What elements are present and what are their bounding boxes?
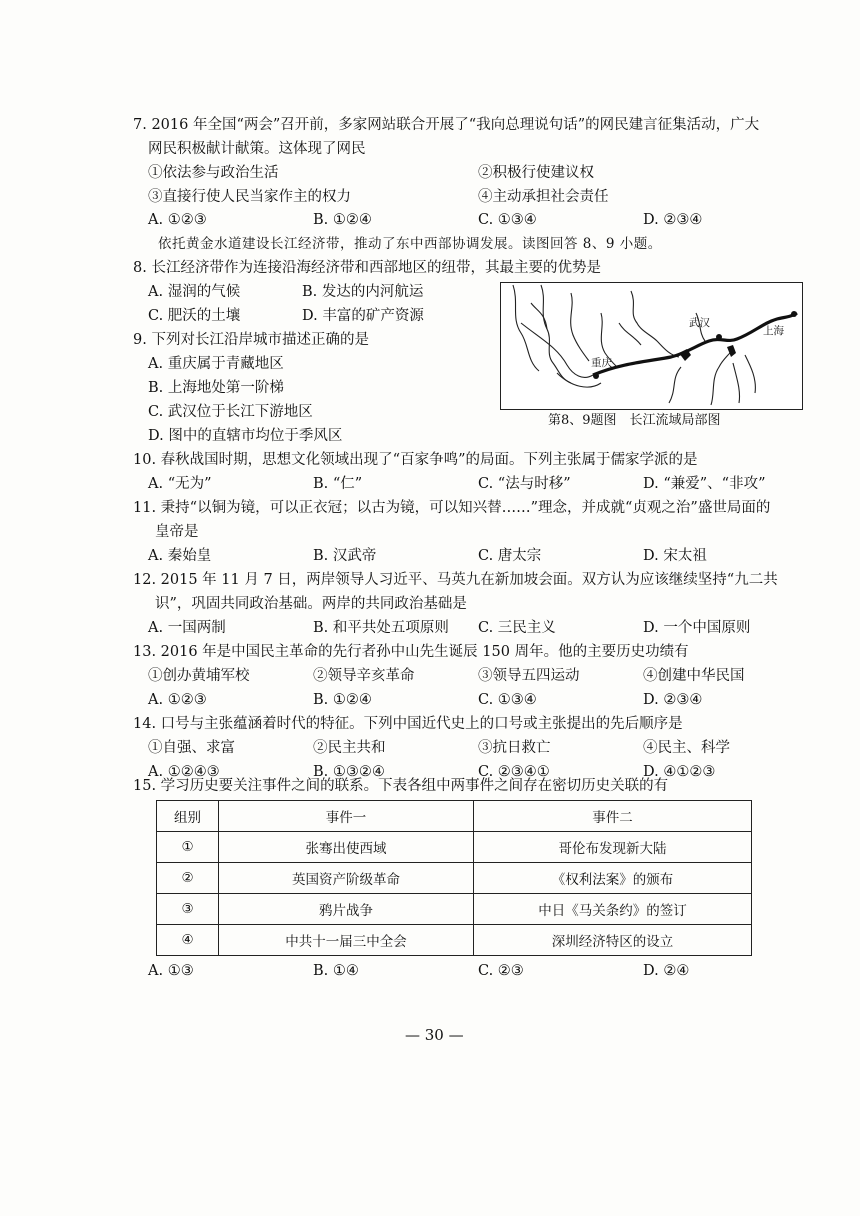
q15-option-c: C. ②③ (478, 963, 524, 979)
map-caption: 第8、9题图 长江流域局部图 (548, 413, 721, 428)
table-cell-event2: 深圳经济特区的设立 (474, 925, 752, 956)
table-cell-group: ① (157, 832, 219, 863)
table-row (157, 894, 752, 925)
q14-statement-3: ③抗日救亡 (478, 740, 551, 756)
q10-option-b: B. “仁” (313, 476, 363, 492)
q11-option-c: C. 唐太宗 (478, 548, 542, 564)
q7-statement-1: ①依法参与政治生活 (148, 165, 279, 181)
map-label-shanghai: 上海 (763, 325, 784, 337)
q8-option-c: C. 肥沃的土壤 (148, 308, 241, 324)
q11-option-b: B. 汉武帝 (313, 548, 377, 564)
table-header-event2: 事件二 (474, 801, 752, 832)
q8-option-a: A. 湿润的气候 (148, 284, 241, 300)
q13-stem: 13. 2016 年是中国民主革命的先行者孙中山先生诞辰 150 周年。他的主要历史功绩有 (133, 644, 689, 660)
q13-statement-4: ④创建中华民国 (643, 668, 745, 684)
q11-stem-line2: 皇帝是 (155, 524, 199, 540)
wuhan-marker (716, 334, 722, 340)
chongqing-marker (593, 373, 599, 379)
table-cell-event1: 张骞出使西域 (219, 832, 474, 863)
q14-statement-2: ②民主共和 (313, 740, 386, 756)
shanghai-marker (791, 311, 797, 317)
table-cell-event1: 中共十一届三中全会 (219, 925, 474, 956)
q15-stem: 15. 学习历史要关注事件之间的联系。下表各组中两事件之间存在密切历史关联的有 (133, 778, 669, 794)
q14-option-d: D. ④①②③ (643, 764, 716, 780)
q12-option-c: C. 三民主义 (478, 620, 556, 636)
table-row (157, 832, 752, 863)
q7-stem-line2: 网民积极献计献策。这体现了网民 (148, 141, 366, 157)
q7-statement-2: ②积极行使建议权 (478, 165, 594, 181)
q10-stem: 10. 春秋战国时期，思想文化领域出现了“百家争鸣”的局面。下列主张属于儒家学派的是 (133, 452, 698, 468)
table-header-event1: 事件一 (219, 801, 474, 832)
q14-statement-1: ①自强、求富 (148, 740, 235, 756)
map-label-chongqing: 重庆 (591, 357, 612, 369)
q15-option-a: A. ①③ (148, 963, 194, 979)
q13-option-c: C. ①③④ (478, 692, 537, 708)
table-row (157, 925, 752, 956)
q12-stem-line2: 识”，巩固共同政治基础。两岸的共同政治基础是 (155, 596, 467, 612)
q7-option-b: B. ①②④ (313, 212, 372, 228)
q7-stem-line1: 7. 2016 年全国“两会”召开前，多家网站联合开展了“我向总理说句话”的网民建言征集活动，广大 (133, 117, 760, 133)
table-cell-group: ② (157, 863, 219, 894)
table-cell-group: ③ (157, 894, 219, 925)
q7-statement-4: ④主动承担社会责任 (478, 189, 609, 205)
q9-option-c: C. 武汉位于长江下游地区 (148, 404, 313, 420)
q11-option-d: D. 宋太祖 (643, 548, 707, 564)
yangtze-basin-map (500, 282, 803, 410)
q12-option-b: B. 和平共处五项原则 (313, 620, 449, 636)
q12-stem-line1: 12. 2015 年 11 月 7 日，两岸领导人习近平、马英九在新加坡会面。双方认为应该继续坚持“九二共 (133, 572, 778, 588)
q12-option-d: D. 一个中国原则 (643, 620, 751, 636)
q14-option-b: B. ①③②④ (313, 764, 385, 780)
q13-statement-3: ③领导五四运动 (478, 668, 580, 684)
q14-stem: 14. 口号与主张蕴涵着时代的特征。下列中国近代史上的口号或主张提出的先后顺序是 (133, 716, 683, 732)
q8-option-b: B. 发达的内河航运 (302, 284, 424, 300)
q14-option-c: C. ②③④① (478, 764, 550, 780)
q15-option-d: D. ②④ (643, 963, 690, 979)
q7-statement-3: ③直接行使人民当家作主的权力 (148, 189, 351, 205)
river-map-drawing (501, 283, 801, 408)
q12-option-a: A. 一国两制 (148, 620, 226, 636)
q15-option-b: B. ①④ (313, 963, 359, 979)
q9-option-d: D. 图中的直辖市均位于季风区 (148, 428, 343, 444)
q10-option-a: A. “无为” (148, 476, 212, 492)
table-cell-group: ④ (157, 925, 219, 956)
q7-option-d: D. ②③④ (643, 212, 703, 228)
q8-stem: 8. 长江经济带作为连接沿海经济带和西部地区的纽带，其最主要的优势是 (133, 260, 601, 276)
q10-option-d: D. “兼爱”、“非攻” (643, 476, 766, 492)
q10-option-c: C. “法与时移” (478, 476, 571, 492)
q13-option-a: A. ①②③ (148, 692, 207, 708)
q13-statement-1: ①创办黄埔军校 (148, 668, 250, 684)
table-cell-event1: 鸦片战争 (219, 894, 474, 925)
q15-events-table (156, 800, 752, 956)
q13-option-d: D. ②③④ (643, 692, 703, 708)
table-cell-event2: 中日《马关条约》的签订 (474, 894, 752, 925)
map-label-wuhan: 武汉 (689, 317, 710, 329)
q11-option-a: A. 秦始皇 (148, 548, 212, 564)
table-cell-event2: 哥伦布发现新大陆 (474, 832, 752, 863)
q9-stem: 9. 下列对长江沿岸城市描述正确的是 (133, 332, 369, 348)
q13-option-b: B. ①②④ (313, 692, 372, 708)
q7-option-a: A. ①②③ (148, 212, 207, 228)
q11-stem-line1: 11. 秉持“以铜为镜，可以正衣冠；以古为镜，可以知兴替……”理念，并成就“贞观之治”盛世局面的 (133, 500, 771, 516)
q9-option-a: A. 重庆属于青藏地区 (148, 356, 284, 372)
q8-option-d: D. 丰富的矿产资源 (302, 308, 424, 324)
table-cell-event1: 英国资产阶级革命 (219, 863, 474, 894)
q14-option-a: A. ①②④③ (148, 764, 220, 780)
table-header-row (157, 801, 752, 832)
table-row (157, 863, 752, 894)
q13-statement-2: ②领导辛亥革命 (313, 668, 415, 684)
table-header-group: 组别 (157, 801, 219, 832)
q7-option-c: C. ①③④ (478, 212, 537, 228)
q14-statement-4: ④民主、科学 (643, 740, 730, 756)
q8-9-intro: 依托黄金水道建设长江经济带，推动了东中西部协调发展。读图回答 8、9 小题。 (158, 236, 662, 252)
page-number: — 30 — (405, 1026, 464, 1044)
table-cell-event2: 《权利法案》的颁布 (474, 863, 752, 894)
q9-option-b: B. 上海地处第一阶梯 (148, 380, 284, 396)
